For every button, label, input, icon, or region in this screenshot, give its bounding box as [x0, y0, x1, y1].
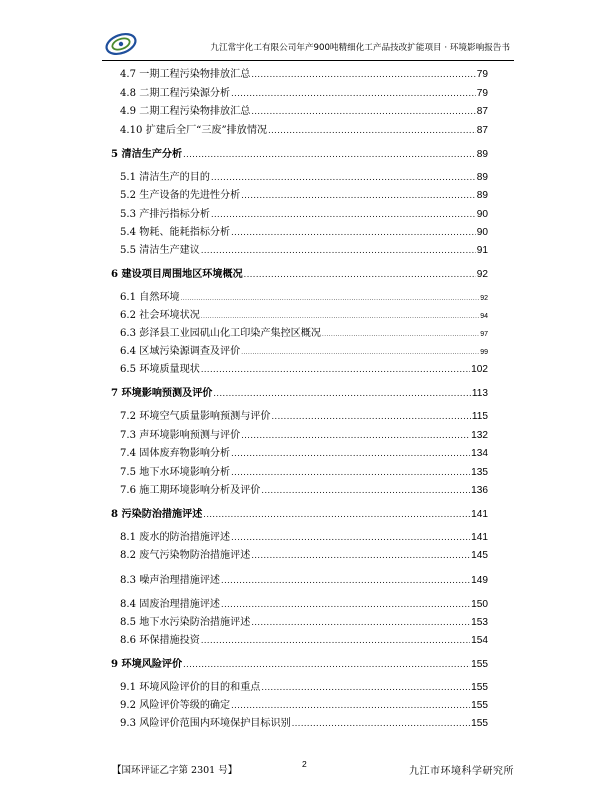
- toc-entry[interactable]: [120, 447, 488, 461]
- toc-title: 风险评价等级的确定: [139, 700, 231, 711]
- toc-number: 6.1: [120, 292, 137, 303]
- toc-number: 6.3: [120, 328, 137, 339]
- toc-title: 污染防治措施评述: [121, 509, 203, 520]
- toc-page: 97: [480, 331, 488, 338]
- toc-page: 99: [480, 349, 488, 356]
- toc-page: 92: [476, 269, 488, 280]
- toc-entry[interactable]: [120, 429, 488, 443]
- toc-page: 155: [471, 700, 488, 711]
- toc-number: 6: [111, 269, 119, 280]
- toc-page: 102: [471, 364, 488, 375]
- leader-dots: [231, 87, 476, 101]
- toc-page: 89: [476, 190, 488, 201]
- leader-dots: [251, 105, 475, 119]
- toc-entry[interactable]: [120, 68, 488, 82]
- toc-number: 4.7: [120, 69, 137, 80]
- toc-number: 4.10: [120, 125, 143, 136]
- toc-page: 155: [471, 682, 488, 693]
- toc-page: 150: [471, 599, 488, 610]
- toc-entry[interactable]: [120, 699, 488, 713]
- toc-title: 自然环境: [139, 292, 180, 303]
- toc-number: 5: [111, 149, 119, 160]
- toc-title: 声环境影响预测与评价: [139, 430, 241, 441]
- toc-page: 92: [480, 295, 488, 302]
- toc-title: 彭泽县工业园矶山化工印染产集控区概况: [139, 328, 321, 339]
- toc-number: 8.2: [120, 550, 137, 561]
- toc-entry[interactable]: [120, 244, 488, 258]
- toc-number: 6.5: [120, 364, 137, 375]
- toc-entry[interactable]: [120, 189, 488, 203]
- footer-certificate: 【国环评证乙字第 2301 号】: [112, 765, 238, 776]
- toc-title: 固废治理措施评述: [139, 599, 221, 610]
- toc-page: 145: [471, 550, 488, 561]
- toc-number: 9.3: [120, 718, 137, 729]
- toc-page: 79: [476, 88, 488, 99]
- toc-number: 5.1: [120, 172, 137, 183]
- toc-page: 90: [476, 227, 488, 238]
- toc-title: 地下水环境影响分析: [139, 467, 231, 478]
- toc-entry[interactable]: [120, 309, 488, 324]
- toc-title: 噪声治理措施评述: [139, 575, 221, 586]
- toc-title: 二期工程污染源分析: [139, 88, 231, 99]
- toc-title: 环境空气质量影响预测与评价: [139, 411, 271, 422]
- toc-entry[interactable]: [120, 291, 488, 306]
- leader-dots: [231, 466, 470, 480]
- leader-dots: [201, 310, 479, 324]
- leader-dots: [241, 429, 470, 443]
- toc-number: 7: [111, 388, 119, 399]
- leader-dots: [244, 268, 476, 282]
- toc-number: 5.2: [120, 190, 137, 201]
- toc-entry[interactable]: [120, 598, 488, 612]
- header-title: 九江常宇化工有限公司年产900吨精细化工产品技改扩能项目 · 环境影响报告书: [210, 43, 510, 53]
- toc-number: 4.9: [120, 106, 137, 117]
- toc-number: 8.4: [120, 599, 137, 610]
- toc-title: 环境质量现状: [139, 364, 200, 375]
- toc-number: 7.4: [120, 448, 137, 459]
- leader-dots: [231, 447, 470, 461]
- toc-title: 区域污染源调查及评价: [139, 346, 241, 357]
- toc-entry[interactable]: [120, 717, 488, 731]
- leader-dots: [251, 68, 475, 82]
- toc-title: 环境风险评价的目的和重点: [139, 682, 261, 693]
- toc-page: 136: [471, 485, 488, 496]
- leader-dots: [201, 244, 476, 258]
- toc-number: 9.2: [120, 700, 137, 711]
- toc-title: 施工期环境影响分析及评价: [139, 485, 261, 496]
- toc-title: 地下水污染防治措施评述: [139, 617, 251, 628]
- toc-entry[interactable]: [120, 345, 488, 360]
- toc-chapter[interactable]: [111, 508, 488, 522]
- toc-number: 6.2: [120, 310, 137, 321]
- toc-chapter[interactable]: [111, 387, 488, 401]
- leader-dots: [251, 549, 470, 563]
- leader-dots: [231, 699, 470, 713]
- toc-title: 废气污染物防治措施评述: [139, 550, 251, 561]
- leader-dots: [221, 574, 470, 588]
- toc-entry[interactable]: [120, 410, 488, 424]
- toc-number: 8.3: [120, 575, 137, 586]
- leader-dots: [213, 387, 471, 401]
- toc-page: 132: [471, 430, 488, 441]
- toc-title: 废水的防治措施评述: [139, 532, 231, 543]
- toc-title: 清洁生产分析: [121, 149, 183, 160]
- toc-page: 135: [471, 467, 488, 478]
- toc-number: 5.3: [120, 209, 137, 220]
- toc-chapter[interactable]: [111, 658, 488, 672]
- toc-number: 8.6: [120, 635, 137, 646]
- toc-number: 9: [111, 659, 119, 670]
- leader-dots: [231, 226, 476, 240]
- toc-entry[interactable]: [120, 105, 488, 119]
- toc-entry[interactable]: [120, 574, 488, 588]
- toc-entry[interactable]: [120, 549, 488, 563]
- leader-dots: [268, 124, 476, 138]
- toc-title: 二期工程污染物排放汇总: [139, 106, 251, 117]
- toc-title: 一期工程污染物排放汇总: [139, 69, 251, 80]
- toc-entry[interactable]: [120, 616, 488, 630]
- toc-page: 87: [476, 106, 488, 117]
- toc-title: 生产设备的先进性分析: [139, 190, 241, 201]
- leader-dots: [183, 658, 470, 672]
- toc-page: 91: [476, 245, 488, 256]
- leader-dots: [211, 171, 476, 185]
- toc-number: 5.5: [120, 245, 137, 256]
- footer-institute: 九江市环境科学研究所: [409, 766, 514, 777]
- toc-title: 环境风险评价: [121, 659, 183, 670]
- toc-page: 141: [471, 509, 488, 520]
- leader-dots: [261, 681, 470, 695]
- toc-page: 153: [471, 617, 488, 628]
- leader-dots: [241, 346, 479, 360]
- leader-dots: [181, 292, 480, 306]
- toc-page: 149: [471, 575, 488, 586]
- toc-number: 7.2: [120, 411, 137, 422]
- toc-page: 115: [471, 411, 488, 422]
- toc-title: 环保措施投资: [139, 635, 200, 646]
- toc-entry[interactable]: [120, 484, 488, 498]
- leader-dots: [241, 189, 476, 203]
- toc-title: 建设项目周围地区环境概况: [121, 269, 243, 280]
- toc-title: 环境影响预测及评价: [121, 388, 213, 399]
- toc-title: 清洁生产建议: [139, 245, 200, 256]
- toc-entry[interactable]: [120, 208, 488, 222]
- toc-title: 社会环境状况: [139, 310, 200, 321]
- toc-number: 5.4: [120, 227, 137, 238]
- toc-number: 6.4: [120, 346, 137, 357]
- toc-chapter[interactable]: [111, 268, 488, 282]
- leader-dots: [221, 598, 470, 612]
- toc-number: 8.1: [120, 532, 137, 543]
- leader-dots: [183, 148, 476, 162]
- leader-dots: [201, 363, 470, 377]
- toc-page: 155: [471, 659, 488, 670]
- toc-entry[interactable]: [120, 327, 488, 342]
- toc-number: 7.6: [120, 485, 137, 496]
- leader-dots: [251, 616, 470, 630]
- toc-page: 89: [476, 172, 488, 183]
- leader-dots: [211, 208, 476, 222]
- toc-page: 89: [476, 149, 488, 160]
- footer-page-number: 2: [302, 759, 307, 769]
- toc-entry[interactable]: [120, 531, 488, 545]
- toc-entry[interactable]: [120, 363, 488, 377]
- toc-number: 7.5: [120, 467, 137, 478]
- toc-entry[interactable]: [120, 171, 488, 185]
- toc-page: 87: [476, 125, 488, 136]
- toc-page: 90: [476, 209, 488, 220]
- toc-entry[interactable]: [120, 681, 488, 695]
- toc-title: 扩建后全厂“三废”排放情况: [145, 125, 268, 136]
- toc-entry[interactable]: [120, 124, 488, 138]
- leader-dots: [292, 717, 470, 731]
- toc-page: 113: [471, 388, 488, 399]
- leader-dots: [231, 531, 470, 545]
- toc-chapter[interactable]: [111, 148, 488, 162]
- toc-number: 8: [111, 509, 119, 520]
- toc-title: 固体废弃物影响分析: [139, 448, 231, 459]
- toc-number: 9.1: [120, 682, 137, 693]
- toc-number: 8.5: [120, 617, 137, 628]
- toc-title: 风险评价范围内环境保护目标识别: [139, 718, 291, 729]
- toc-title: 物耗、能耗指标分析: [139, 227, 231, 238]
- toc-page: 141: [471, 532, 488, 543]
- toc-number: 7.3: [120, 430, 137, 441]
- leader-dots: [203, 508, 470, 522]
- toc-entry[interactable]: [120, 466, 488, 480]
- toc-page: 79: [476, 69, 488, 80]
- leader-dots: [261, 484, 470, 498]
- toc-entry[interactable]: [120, 226, 488, 240]
- leader-dots: [201, 634, 470, 648]
- toc-title: 清洁生产的目的: [139, 172, 210, 183]
- toc-entry[interactable]: [120, 87, 488, 101]
- leader-dots: [272, 410, 471, 424]
- toc-page: 154: [471, 635, 488, 646]
- toc-page: 155: [471, 718, 488, 729]
- leader-dots: [322, 328, 479, 342]
- toc-title: 产排污指标分析: [139, 209, 210, 220]
- toc-page: 94: [480, 313, 488, 320]
- toc-entry[interactable]: [120, 634, 488, 648]
- toc-page: 134: [471, 448, 488, 459]
- toc-number: 4.8: [120, 88, 137, 99]
